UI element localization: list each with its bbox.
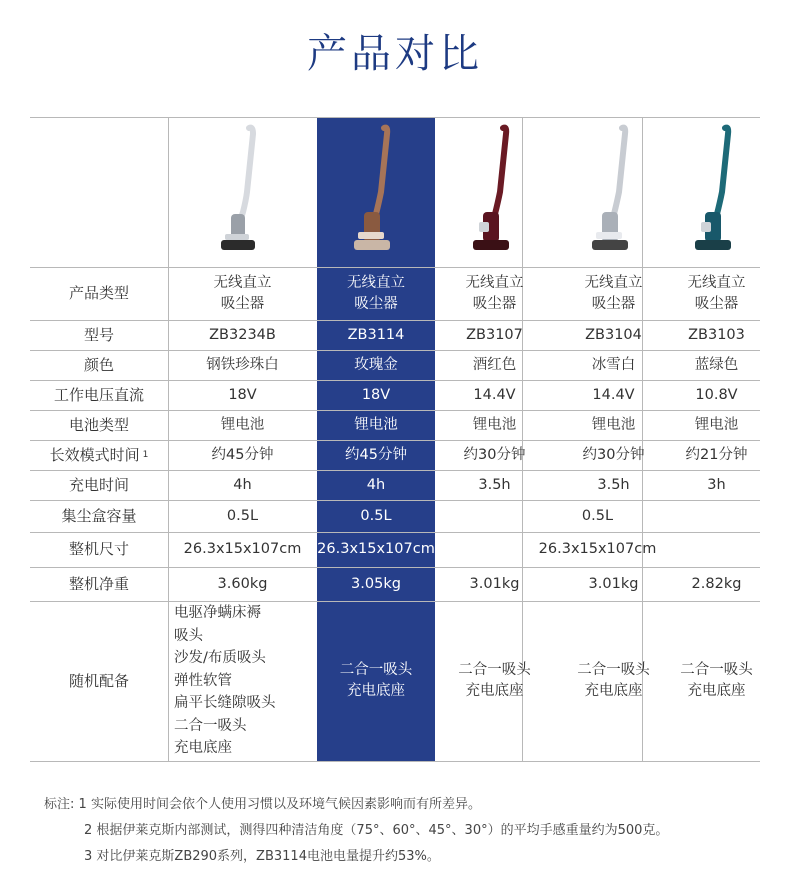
label-dust-capacity: 集尘盒容量	[61, 506, 137, 525]
label-voltage: 工作电压直流	[53, 385, 144, 404]
size-cell-merged: 26.3x15x107cm	[538, 541, 657, 557]
size-cell: 26.3x15x107cm	[317, 541, 435, 557]
battery-cell: 锂电池	[591, 416, 636, 433]
model-cell: ZB3103	[688, 326, 745, 343]
label-model: 型号	[83, 325, 114, 344]
accessories-cell: 二合一吸头 充电底座	[458, 662, 531, 699]
label-dimensions: 整机尺寸	[68, 540, 129, 558]
charge-cell: 3h	[707, 476, 726, 493]
page-title: 产品对比	[307, 31, 483, 77]
runtime-cell: 约45分钟	[211, 446, 274, 463]
color-cell: 酒红色	[472, 356, 517, 373]
voltage-cell: 14.4V	[592, 386, 635, 403]
charge-cell: 4h	[366, 476, 386, 493]
charge-cell: 3.5h	[597, 476, 630, 493]
weight-cell: 3.60kg	[217, 575, 268, 592]
battery-cell: 锂电池	[354, 416, 398, 433]
product-image-zb3103	[673, 117, 760, 267]
footnote-2: 2 根据伊莱克斯内部测试，测得四种清洁角度（75°、60°、45°、30°）的平均手感重量约为500克。	[84, 823, 669, 838]
comparison-table	[30, 117, 760, 762]
battery-cell: 锂电池	[694, 416, 739, 433]
runtime-cell: 约45分钟	[345, 446, 407, 463]
weight-cell: 3.01kg	[469, 575, 520, 592]
label-runtime: 长效模式时间 1	[49, 445, 149, 464]
accessories-cell: 二合一吸头 充电底座	[339, 662, 413, 699]
color-cell: 玫瑰金	[354, 356, 398, 373]
accessories-cell: 电驱净螨床褥 吸头 沙发/布质吸头 弹性软管 扁平长缝隙吸头 二合一吸头 充电底座	[174, 605, 276, 757]
weight-cell: 3.01kg	[588, 575, 639, 592]
charge-cell: 4h	[233, 476, 252, 493]
label-battery-type: 电池类型	[68, 415, 129, 434]
dust-cell: 0.5L	[226, 507, 259, 524]
label-charge-time: 充电时间	[68, 475, 129, 494]
weight-cell: 2.82kg	[691, 575, 742, 592]
type-cell: 无线直立 吸尘器	[465, 274, 524, 312]
model-cell: ZB3107	[466, 326, 523, 343]
color-cell: 钢铁珍珠白	[206, 356, 279, 373]
color-cell: 冰雪白	[591, 356, 636, 373]
product-image-zb3107	[435, 117, 554, 267]
runtime-cell: 约30分钟	[582, 446, 645, 463]
runtime-cell: 约21分钟	[685, 446, 748, 463]
color-cell: 蓝绿色	[694, 356, 739, 373]
battery-cell: 锂电池	[220, 416, 265, 433]
model-cell: ZB3104	[585, 326, 642, 343]
footnote-3: 3 对比伊莱克斯ZB290系列，ZB3114电池电量提升约53%。	[84, 849, 440, 864]
type-cell: 无线直立 吸尘器	[584, 274, 643, 312]
accessories-cell: 二合一吸头 充电底座	[680, 662, 753, 699]
voltage-cell: 18V	[228, 386, 257, 403]
footnote-1: 标注: 1 实际使用时间会依个人使用习惯以及环境气候因素影响而有所差异。	[44, 797, 481, 812]
accessories-cell: 二合一吸头 充电底座	[577, 662, 650, 699]
type-cell: 无线直立 吸尘器	[347, 274, 405, 312]
weight-cell: 3.05kg	[351, 575, 401, 592]
model-cell: ZB3114	[347, 326, 405, 343]
product-image-zb3114	[317, 117, 435, 267]
label-product-type: 产品类型	[68, 284, 129, 302]
label-color: 颜色	[83, 355, 114, 374]
voltage-cell: 18V	[361, 386, 391, 403]
dust-cell: 0.5L	[360, 507, 392, 524]
type-cell: 无线直立 吸尘器	[213, 274, 272, 312]
model-cell: ZB3234B	[209, 326, 276, 343]
runtime-cell: 约30分钟	[463, 446, 526, 463]
size-cell: 26.3x15x107cm	[183, 541, 302, 557]
type-cell: 无线直立 吸尘器	[687, 274, 746, 312]
label-net-weight: 整机净重	[68, 574, 129, 593]
voltage-cell: 10.8V	[695, 386, 738, 403]
charge-cell: 3.5h	[478, 476, 511, 493]
label-accessories: 随机配备	[68, 671, 129, 690]
product-image-zb3234b	[168, 117, 317, 267]
footnote-mark: 1	[142, 449, 149, 460]
footnotes	[44, 792, 668, 870]
battery-cell: 锂电池	[472, 416, 517, 433]
product-image-zb3104	[554, 117, 673, 267]
voltage-cell: 14.4V	[473, 386, 516, 403]
dust-cell-merged: 0.5L	[581, 507, 614, 524]
